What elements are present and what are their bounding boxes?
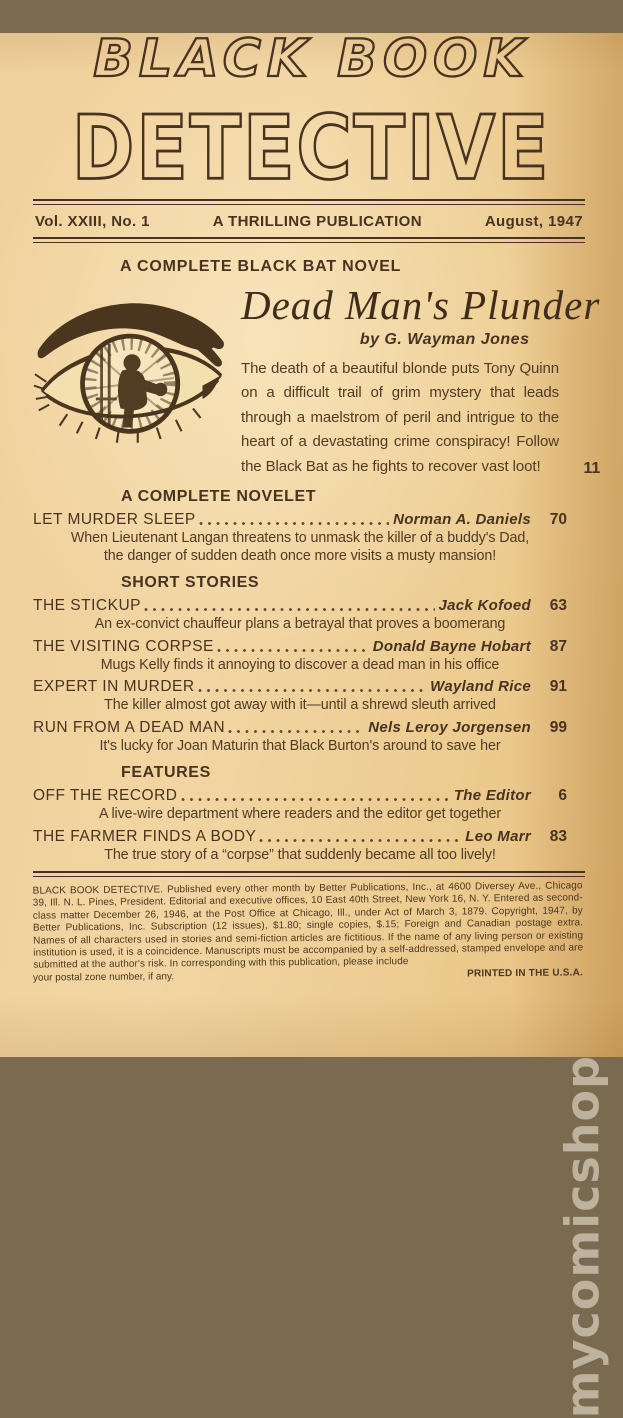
story-title: LET MURDER SLEEP (33, 511, 196, 529)
toc-entry (33, 511, 567, 565)
leader-dots (217, 648, 369, 653)
story-author: Donald Bayne Hobart (372, 637, 531, 655)
story-description: The true story of a “corpse” that suddenly became all too lively! (104, 846, 496, 863)
feature-section-heading: A COMPLETE BLACK BAT NOVEL (120, 257, 402, 275)
imprint-rule (33, 871, 585, 877)
story-page-number: 99 (549, 718, 567, 736)
feature-page-number: 11 (583, 460, 601, 478)
story-description: The killer almost got away with it—until a shrewd sleuth arrived (104, 697, 496, 714)
leader-dots (198, 688, 427, 693)
printed-in-usa-note: PRINTED IN THE U.S.A. (467, 967, 584, 980)
story-title: RUN FROM A DEAD MAN (33, 718, 226, 736)
table-of-contents (33, 488, 567, 864)
story-page-number: 6 (558, 787, 567, 805)
leader-dots (199, 521, 389, 526)
toc-section-heading: SHORT STORIES (121, 574, 260, 592)
story-page-number: 63 (549, 597, 567, 615)
story-page-number: 87 (549, 637, 567, 655)
issue-date: August, 1947 (484, 212, 583, 230)
mycomicshop-watermark: mycomicshop (555, 1055, 609, 1418)
story-title: OFF THE RECORD (33, 787, 178, 805)
feature-blurb: The death of a beautiful blonde puts Tony Quinn on a difficult trail of grim mystery that leads through a maelstrom of peril and intrigue to the heart of a devastating crime conspiracy! Follow the Black Bat as he fights to recover vast loot! (241, 359, 559, 475)
feature-block (33, 281, 601, 480)
magazine-contents-page (0, 29, 623, 1418)
story-author: Leo Marr (465, 827, 531, 845)
toc-entry (33, 787, 567, 824)
eye-illustration (33, 282, 233, 474)
imprint-text: BLACK BOOK DETECTIVE. Published every other month by Better Publications, Inc., at 4600 Diversey Ave., Chicago 39, Ill. N. L. Pines, President. Editorial and executive offices, 10 East 40th Street, New York 16, N. Y. Entered as second-class matter December 26, 1946, at the Post Office at Chicago, Ill., under Act of March 3, 1879. Copyright, 1947, by Better Publications, Inc. Subscription (12 issues), $1.80; single copies, $.15; Foreign and Canadian postage extra. Names of all characters used in stories and semi-fiction articles are fictitious. If the name of any living person or existing institution is used, it is a coincidence. Manuscripts must be accompanied by a self-addressed, stamped envelope and are submitted at the author's risk. In corresponding with this publication, please include (32, 880, 584, 972)
publication-tagline: A THRILLING PUBLICATION (212, 212, 422, 230)
story-page-number: 91 (549, 678, 567, 696)
toc-section-heading: A COMPLETE NOVELET (121, 488, 317, 506)
logo-line-detective: DETECTIVE (72, 97, 551, 200)
toc-entry (33, 828, 567, 865)
feature-text-column (233, 282, 600, 480)
feature-byline: by G. Wayman Jones (359, 330, 530, 348)
story-title: THE VISITING CORPSE (33, 637, 214, 655)
logo-line-black-book: BLACK BOOK (93, 29, 530, 89)
magazine-logo (0, 29, 623, 200)
story-description: It's lucky for Joan Maturin that Black Burton's around to save her (99, 737, 501, 754)
toc-entry (33, 719, 567, 756)
story-title: THE STICKUP (33, 597, 141, 615)
toc-entry (33, 597, 567, 634)
leader-dots (259, 838, 461, 843)
story-author: Norman A. Daniels (393, 511, 531, 529)
toc-entry (33, 638, 567, 675)
masthead-bottom-rule (33, 237, 585, 243)
story-author: Nels Leroy Jorgensen (368, 718, 531, 736)
imprint-postal-note: your postal zone number, if any. (32, 971, 175, 984)
volume-number: Vol. XXIII, No. 1 (35, 212, 150, 230)
feature-title: Dead Man's Plunder (241, 281, 601, 328)
toc-section-heading: FEATURES (121, 764, 211, 782)
leader-dots (181, 797, 450, 802)
eye-with-gunman-icon (33, 282, 233, 474)
story-title: EXPERT IN MURDER (33, 678, 195, 696)
story-description: Mugs Kelly finds it annoying to discover a dead man in his office (100, 656, 500, 673)
story-page-number: 70 (549, 511, 567, 529)
story-title: THE FARMER FINDS A BODY (33, 827, 257, 845)
leader-dots (228, 729, 364, 734)
story-page-number: 83 (549, 827, 567, 845)
story-author: Wayland Rice (430, 678, 531, 696)
story-description: An ex-convict chauffeur plans a betrayal that proves a boomerang (94, 616, 506, 633)
story-description: A live-wire department where readers and the editor get together (98, 806, 502, 823)
masthead-info-row (33, 205, 585, 237)
leader-dots (144, 607, 435, 612)
story-description: When Lieutenant Langan threatens to unmask the killer of a buddy's Dad, the danger of sudden death once more visits a musty mansion! (70, 530, 530, 564)
story-author: The Editor (453, 787, 531, 805)
story-author: Jack Kofoed (438, 597, 531, 615)
toc-entry (33, 678, 567, 715)
